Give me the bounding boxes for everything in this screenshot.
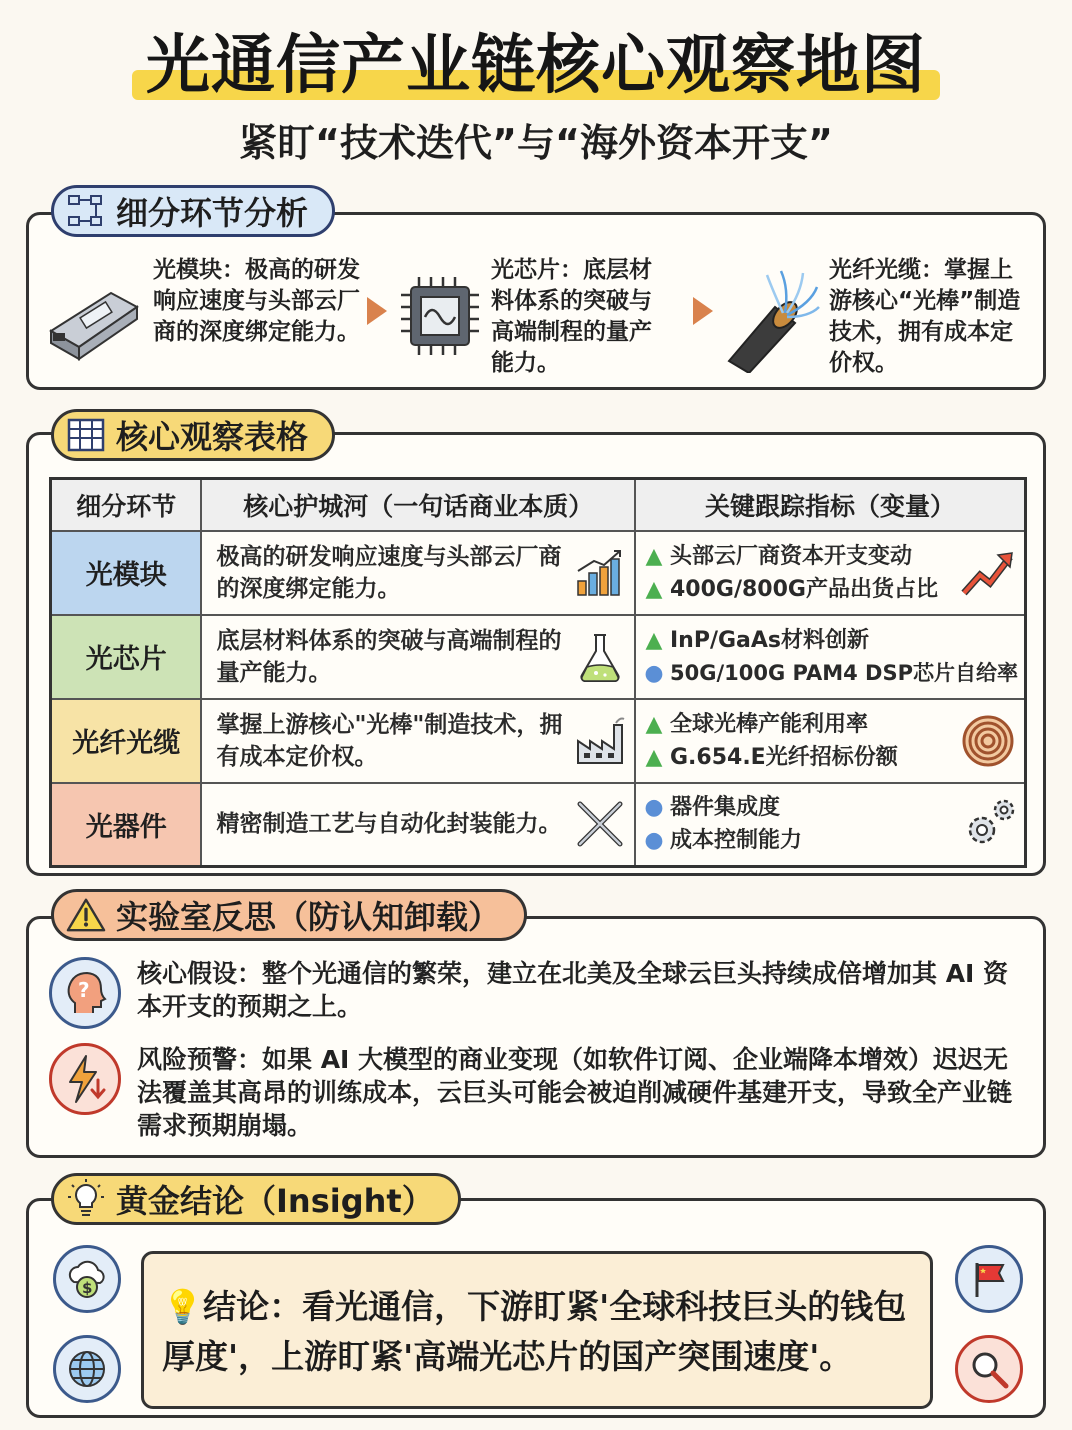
reflection-assumption-text: 核心假设：整个光通信的繁荣，建立在北美及全球云巨头持续成倍增加其 AI 资本开支的预期之上。 xyxy=(137,959,1009,1021)
reflection-item-assumption xyxy=(49,957,1027,1029)
page-title: 光通信产业链核心观察地图 xyxy=(132,14,940,106)
globe-icon xyxy=(53,1335,121,1403)
table-header-cell: 关键跟踪指标（变量） xyxy=(635,479,1026,531)
table-header-row xyxy=(51,479,1026,531)
table-grid-icon xyxy=(66,415,106,455)
up-arrow-icon: ▲ xyxy=(645,744,663,770)
reflection-section xyxy=(26,898,1046,1158)
warning-icon xyxy=(66,895,106,935)
page-subtitle: 紧盯“技术迭代”与“海外资本开支” xyxy=(239,121,833,165)
conclusion-text: 💡结论：看光通信，下游盯紧'全球科技巨头的钱包厚度'，上游盯紧'高端光芯片的国产突围速度'。 xyxy=(162,1287,907,1376)
reflection-risk-text: 风险预警：如果 AI 大模型的商业变现（如软件订阅、企业端降本增效）迟迟无法覆盖其高昂的训练成本，云巨头可能会被迫削减硬件基建开支，导致全产业链需求预期崩塌。 xyxy=(137,1045,1013,1140)
reflection-title: 实验室反思（防认知卸载） xyxy=(116,898,501,936)
indicator-text: 成本控制能力 xyxy=(669,828,802,854)
segment-fiber-text: 光纤光缆：掌握上游核心“光棒”制造技术，拥有成本定价权。 xyxy=(829,257,1021,376)
row-category: 光芯片 xyxy=(51,615,202,699)
segment-chip xyxy=(397,255,707,379)
table-header-cell: 核心护城河（一句话商业本质） xyxy=(201,479,635,531)
cloud-dollar-icon xyxy=(53,1245,121,1313)
row-moat-text: 精密制造工艺与自动化封装能力。 xyxy=(216,811,562,838)
indicator-item xyxy=(646,573,964,606)
indicator-text: 全球光棒产能利用率 xyxy=(669,711,868,737)
up-arrow-icon: ▲ xyxy=(645,627,663,653)
row-category: 光模块 xyxy=(51,531,202,615)
segments-pill xyxy=(51,185,335,237)
svg-text:$: $ xyxy=(82,1279,93,1297)
row-category: 光纤光缆 xyxy=(51,699,202,783)
fiber-cable-icon xyxy=(721,263,821,377)
flag-icon xyxy=(955,1245,1023,1313)
optical-module-icon xyxy=(41,271,145,375)
segment-arrow-1 xyxy=(367,297,387,325)
indicator-item xyxy=(646,741,964,774)
table-row xyxy=(51,783,1026,867)
row-moat xyxy=(201,699,635,783)
dot-icon: ● xyxy=(644,795,664,821)
table-row xyxy=(51,699,1026,783)
row-moat-text: 底层材料体系的突破与高端制程的量产能力。 xyxy=(216,627,562,686)
segment-arrow-2 xyxy=(693,297,713,325)
table-row xyxy=(51,615,1026,699)
insight-title: 黄金结论（Insight） xyxy=(116,1182,434,1220)
indicator-text: 400G/800G产品出货占比 xyxy=(669,576,938,602)
row-indicators xyxy=(635,699,1026,783)
lightning-down-icon xyxy=(49,1043,121,1115)
dot-icon: ● xyxy=(644,828,664,854)
row-indicators xyxy=(635,531,1026,615)
insight-pill xyxy=(51,1173,461,1225)
flask-icon xyxy=(574,631,626,683)
row-moat xyxy=(201,531,635,615)
reflection-item-risk xyxy=(49,1043,1027,1142)
up-arrow-icon: ▲ xyxy=(645,543,663,569)
row-moat-text: 掌握上游核心"光棒"制造技术，拥有成本定价权。 xyxy=(216,711,563,770)
row-moat xyxy=(201,615,635,699)
indicator-item xyxy=(646,657,1018,690)
indicator-text: G.654.E光纤招标份额 xyxy=(669,744,898,770)
up-arrow-icon: ▲ xyxy=(645,576,663,602)
row-moat-text: 极高的研发响应速度与头部云厂商的深度绑定能力。 xyxy=(216,543,562,602)
flow-diagram-icon xyxy=(66,191,106,231)
indicator-item xyxy=(646,791,964,824)
indicator-item xyxy=(646,708,964,741)
table-pill xyxy=(51,409,335,461)
indicator-text: 器件集成度 xyxy=(669,795,780,821)
segment-fiber xyxy=(721,255,1041,379)
table-title: 核心观察表格 xyxy=(116,418,309,456)
row-indicators xyxy=(635,615,1026,699)
cable-coil-icon xyxy=(960,713,1016,769)
lightbulb-icon xyxy=(66,1179,106,1219)
table-header-cell: 细分环节 xyxy=(51,479,202,531)
segments-title: 细分环节分析 xyxy=(116,194,309,232)
tweezers-icon xyxy=(574,798,626,850)
segment-optical-module xyxy=(41,255,371,375)
indicator-text: 头部云厂商资本开支变动 xyxy=(669,543,912,569)
head-question-icon xyxy=(49,957,121,1029)
bar-chart-icon xyxy=(574,547,626,599)
indicator-item xyxy=(646,540,964,573)
chip-icon xyxy=(397,273,483,363)
indicator-text: 50G/100G PAM4 DSP芯片自给率 xyxy=(669,660,1018,685)
gears-icon xyxy=(960,796,1016,852)
title-wrap xyxy=(0,14,1072,106)
indicator-item xyxy=(646,624,1018,657)
indicator-text: InP/GaAs材料创新 xyxy=(669,627,870,653)
row-category: 光器件 xyxy=(51,783,202,867)
table-section xyxy=(26,418,1046,876)
conclusion-box xyxy=(141,1251,933,1409)
svg-text:?: ? xyxy=(78,978,90,1002)
magnifier-icon xyxy=(955,1335,1023,1403)
trend-up-icon xyxy=(960,545,1016,601)
row-indicators xyxy=(635,783,1026,867)
segments-section xyxy=(26,194,1046,390)
segment-chip-text: 光芯片：底层材料体系的突破与高端制程的量产能力。 xyxy=(491,257,652,376)
up-arrow-icon: ▲ xyxy=(645,711,663,737)
row-moat xyxy=(201,783,635,867)
dot-icon: ● xyxy=(644,660,664,686)
indicator-item xyxy=(646,824,964,857)
factory-icon xyxy=(574,715,626,767)
reflection-pill xyxy=(51,889,527,941)
table-row xyxy=(51,531,1026,615)
observation-table xyxy=(49,477,1027,868)
insight-section xyxy=(26,1182,1046,1418)
segment-optical-module-text: 光模块：极高的研发响应速度与头部云厂商的深度绑定能力。 xyxy=(153,257,360,345)
